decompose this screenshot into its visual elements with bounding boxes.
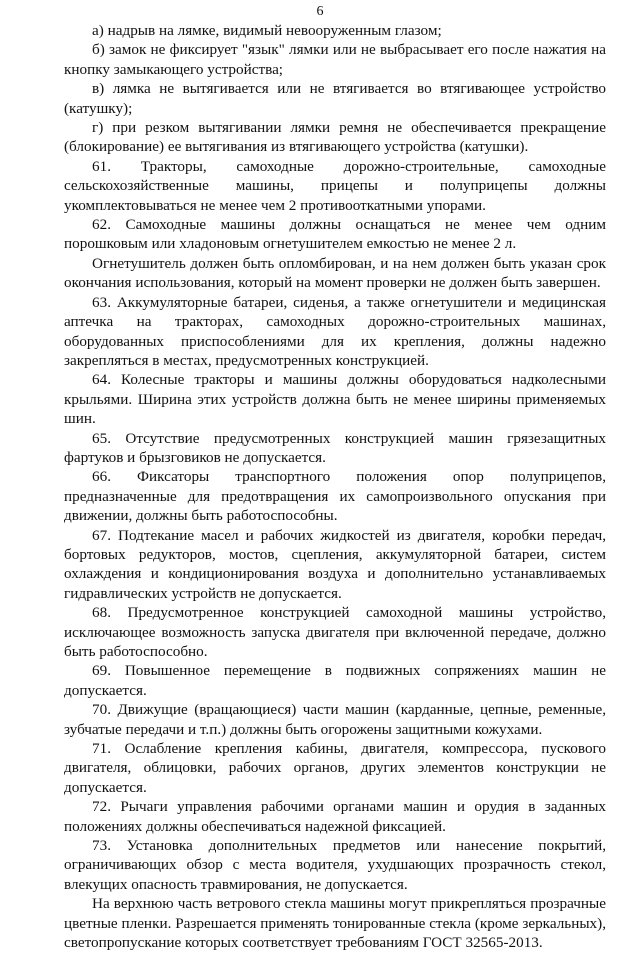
paragraph-66: 66. Фиксаторы транспортного положения опор полуприцепов, предназначенные для предотвращения их самопроизвольного опускания при движении, должны быть работоспособны. <box>64 468 606 525</box>
paragraph-65: 65. Отсутствие предусмотренных конструкцией машин грязезащитных фартуков и брызговиков не допускается. <box>64 429 606 466</box>
paragraph-61: 61. Тракторы, самоходные дорожно-строительные, самоходные сельскохозяйственные машины, прицепы и полуприцепы должны укомплектовываться не менее чем 2 противооткатными упорами. <box>64 157 606 214</box>
paragraph-67: 67. Подтекание масел и рабочих жидкостей из двигателя, коробки передач, бортовых редукторов, мостов, сцепления, аккумуляторной батареи, систем охлаждения и кондиционирования воздуха и дополнительно устанавливаемых гидравлических устройств не допускается. <box>64 526 606 602</box>
paragraph-62: 62. Самоходные машины должны оснащаться не менее чем одним порошковым или хладоновым огнетушителем емкостью не менее 2 л. <box>64 216 606 253</box>
paragraph-item-b: б) замок не фиксирует "язык" лямки или не выбрасывает его после нажатия на кнопку замыкающего устройства; <box>64 41 606 78</box>
paragraph-71: 71. Ослабление крепления кабины, двигателя, компрессора, пускового двигателя, облицовки, рабочих органов, других элементов конструкции не допускается. <box>64 740 606 796</box>
paragraph-68: 68. Предусмотренное конструкцией самоходной машины устройство, исключающее возможность запуска двигателя при включенной передаче, должно быть работоспособно. <box>64 604 606 660</box>
paragraph-73: 73. Установка дополнительных предметов или нанесение покрытий, ограничивающих обзор с места водителя, ухудшающих прозрачность стекол, влекущих опасность травмирования, не допускается. <box>64 837 606 893</box>
document-body <box>64 21 606 953</box>
paragraph-72: 72. Рычаги управления рабочими органами машин и орудия в заданных положениях должны обеспечиваться надежной фиксацией. <box>64 798 606 835</box>
paragraph-item-g: г) при резком вытягивании лямки ремня не обеспечивается прекращение (блокирование) ее вытягивания из втягивающего устройства (катушки). <box>64 119 606 156</box>
paragraph-item-a: а) надрыв на лямке, видимый невооруженным глазом; <box>92 22 442 39</box>
paragraph-63: 63. Аккумуляторные батареи, сиденья, а также огнетушители и медицинская аптечка на тракторах, самоходных дорожно-строительных машинах, оборудованных приспособлениями для их крепления, должны надежно закрепляться в местах, предусмотренных конструкцией. <box>64 293 606 369</box>
paragraph-73-tinted-films: На верхнюю часть ветрового стекла машины могут прикрепляться прозрачные цветные пленки. Разрешается применять тонированные стекла (кроме зеркальных), светопропускание которых соответствует требованиям ГОСТ 32565-2013. <box>64 895 606 952</box>
page-number: 6 <box>316 4 324 19</box>
paragraph-64: 64. Колесные тракторы и машины должны оборудоваться надколесными крыльями. Ширина этих устройств должна быть не менее ширины применяемых шин. <box>64 371 606 428</box>
paragraph-70: 70. Движущие (вращающиеся) части машин (карданные, цепные, ременные, зубчатые передачи и т.п.) должны быть огорожены защитными кожухами. <box>64 701 606 738</box>
paragraph-item-v: в) лямка не вытягивается или не втягивается во втягивающее устройство (катушку); <box>64 80 606 117</box>
paragraph-69: 69. Повышенное перемещение в подвижных сопряжениях машин не допускается. <box>64 662 606 699</box>
paragraph-62-extinguisher-seal: Огнетушитель должен быть опломбирован, и на нем должен быть указан срок окончания использования, который на момент проверки не должен быть завершен. <box>64 254 606 292</box>
